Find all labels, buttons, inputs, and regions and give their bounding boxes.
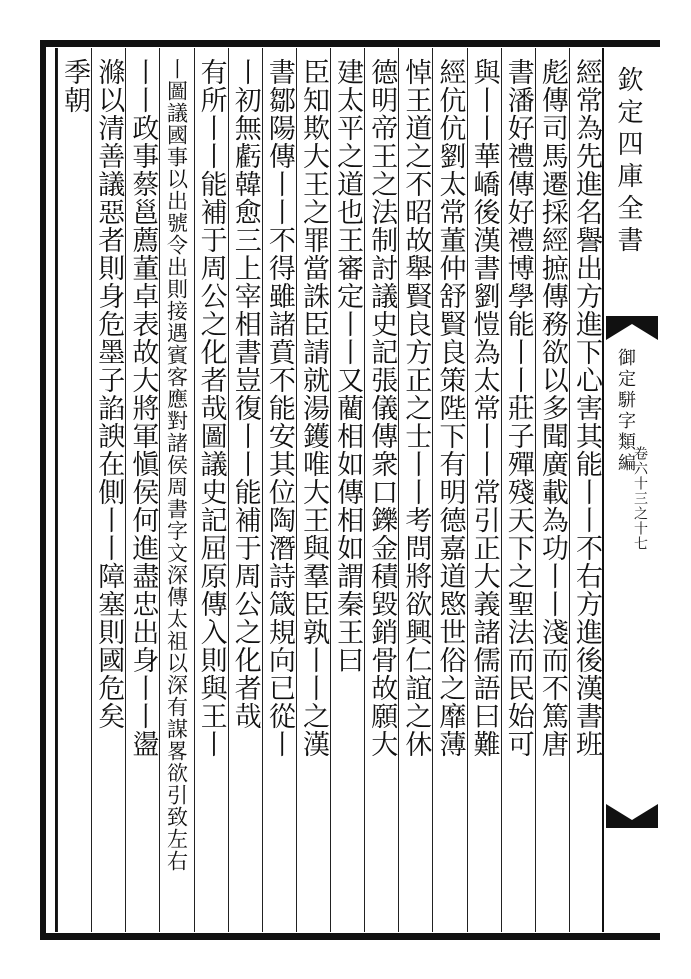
text-column-15: 滌以清善議惡者則身危墨子諂諛在側丨丨障塞則國危矣	[93, 58, 125, 730]
column-rule	[501, 48, 502, 932]
column-rule	[262, 48, 263, 932]
library-title: 欽定四庫全書	[613, 66, 643, 258]
text-column-13: 丨圖議國事以出號令出則接遇賓客應對諸侯周書字文深傳太祖以深有謀畧欲引致左右	[164, 58, 189, 872]
text-column-5: 經伉伉劉太常董仲舒賢良策陛下有明德嘉道愍世俗之靡薄	[434, 58, 466, 758]
text-column-9: 臣知欺大王之罪當誅臣請就湯鑊唯大王與羣臣孰丨丨之漢	[298, 58, 329, 758]
text-column-2: 彪傳司馬遷採經摭傳務欲以多聞廣載為功丨丨淺而不篤唐	[536, 58, 568, 758]
column-rule	[194, 48, 195, 932]
column-rule	[432, 48, 433, 932]
text-column-12: 有所丨丨能補于周公之化者哉圖議史記屈原傳入則與王丨	[195, 58, 227, 758]
column-rule	[467, 48, 468, 932]
text-column-6: 悼王道之不昭故舉賢良方正之士丨丨考問將欲興仁誼之休	[400, 58, 432, 758]
column-rule	[57, 48, 58, 932]
fish-tail-mark-icon	[606, 316, 658, 340]
column-rule	[228, 48, 229, 932]
book-title: 御定駢字類編	[615, 348, 636, 474]
column-rule	[91, 48, 92, 932]
margin-title-column	[602, 48, 660, 932]
text-column-16: 季朝	[59, 58, 91, 114]
text-column-14: 丨丨政事蔡邕薦董卓表故大將軍愼侯何進盡忠出身丨丨盪	[127, 58, 159, 758]
column-rule	[330, 48, 331, 932]
column-rule	[296, 48, 297, 932]
text-column-10: 書鄒陽傳丨丨不得雖諸賁不能安其位陶潛詩箴規向已從丨	[263, 58, 295, 758]
column-rule	[535, 48, 536, 932]
column-rule	[569, 48, 570, 932]
column-rule	[125, 48, 126, 932]
text-column-3: 書潘好禮傳好禮博學能丨丨莊子殫殘天下之聖法而民始可	[502, 58, 534, 758]
column-rule	[364, 48, 365, 932]
volume-number: 卷六十三之十七	[632, 446, 648, 551]
text-column-4: 與丨丨華嶠後漢書劉愷為太常丨丨常引正大義諸儒語曰難	[468, 58, 500, 758]
column-rule	[159, 48, 160, 932]
text-column-7: 德明帝王之法制討議史記張儀傳衆口鑠金積毀銷骨故願大	[366, 58, 398, 758]
text-page	[57, 48, 660, 932]
column-rule	[398, 48, 399, 932]
fish-tail-mark-bottom-icon	[606, 804, 658, 828]
text-column-11: 丨初無虧韓愈三上宰相書豈復丨丨能補于周公之化者哉	[229, 58, 261, 730]
text-column-8: 建太平之道也王審定丨丨又藺相如傳相如謂秦王曰	[332, 58, 364, 674]
text-column-1: 經常為先進名譽出方進下心害其能丨丨不右方進後漢書班	[571, 58, 602, 758]
